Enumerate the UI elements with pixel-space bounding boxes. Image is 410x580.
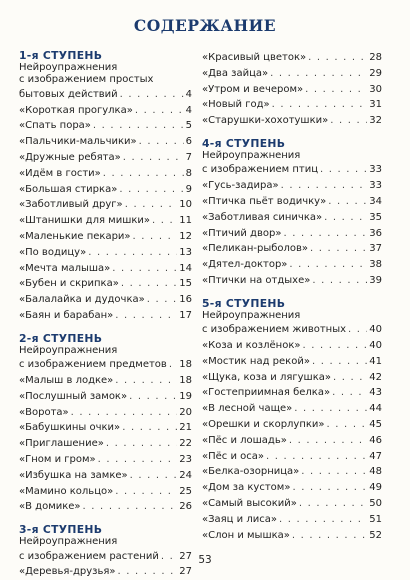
entry-page-number: 8: [185, 167, 192, 179]
dot-leader: [103, 166, 184, 182]
entry-page-number: 41: [369, 355, 382, 367]
dot-leader: [98, 452, 178, 468]
toc-entry[interactable]: [19, 197, 192, 213]
entry-title: «Новый год»: [202, 99, 270, 111]
entry-title: «Гостеприимная белка»: [202, 387, 331, 399]
section-subtitle-line: [19, 357, 192, 373]
entry-page-number: 18: [179, 374, 192, 386]
dot-leader: [266, 449, 367, 465]
dot-leader: [112, 261, 177, 277]
entry-title: «Бабушкины очки»: [19, 422, 121, 434]
dot-leader: [281, 178, 368, 194]
entry-title: «Красивый цветок»: [202, 52, 307, 63]
entry-title: «Гусь-задира»: [202, 180, 279, 192]
entry-title: «В лесной чаще»: [202, 403, 293, 415]
section-page-number: 4: [185, 88, 192, 100]
entry-title: «Птичка пьёт водичку»: [202, 195, 327, 207]
toc-entry[interactable]: [19, 134, 192, 150]
toc-entry[interactable]: [202, 241, 382, 257]
dot-leader: [289, 433, 367, 449]
entry-title: «Штанишки для мишки»: [19, 215, 151, 227]
entry-page-number: 13: [179, 246, 192, 258]
entry-title: «В домике»: [19, 501, 81, 513]
step-title: 2-я СТУПЕНЬ: [19, 331, 103, 345]
section-page-number: 27: [179, 550, 192, 562]
section-subtitle-text: бытовых действий: [19, 88, 118, 100]
entry-page-number: 15: [179, 278, 192, 290]
dot-leader: [327, 417, 368, 433]
entry-title: «Пёс и лошадь»: [202, 434, 287, 446]
toc-entry[interactable]: [202, 496, 382, 512]
toc-entry[interactable]: [19, 452, 192, 468]
toc-entry[interactable]: [202, 178, 382, 194]
entry-title: «Маленькие пекари»: [19, 230, 131, 242]
dot-leader: [292, 528, 367, 544]
toc-entry[interactable]: [19, 166, 192, 182]
section-subtitle-text: с изображением растений: [19, 550, 159, 562]
dot-leader: [301, 464, 367, 480]
toc-entry[interactable]: [19, 436, 192, 452]
entry-title: «Малыш в лодке»: [19, 374, 114, 386]
toc-entry[interactable]: [19, 118, 192, 134]
entry-title: «Деревья-друзья»: [19, 566, 116, 578]
entry-title: «Два зайца»: [202, 67, 269, 79]
entry-page-number: 51: [369, 513, 382, 525]
entry-page-number: 31: [369, 99, 382, 111]
entry-title: «Идём в гости»: [19, 167, 101, 179]
entry-title: «Дружные ребята»: [19, 152, 121, 163]
toc-entry[interactable]: [202, 370, 382, 386]
toc-section: [19, 524, 192, 580]
page-title: СОДЕРЖАНИЕ: [133, 16, 277, 35]
entry-page-number: 32: [369, 115, 382, 127]
entry-title: «Птичий двор»: [202, 227, 282, 239]
dot-leader: [305, 82, 367, 98]
dot-leader: [83, 499, 178, 515]
dot-leader: [333, 370, 367, 386]
toc-entry[interactable]: [202, 417, 382, 433]
entry-title: «Коза и козлёнок»: [202, 339, 301, 351]
entry-page-number: 42: [369, 371, 382, 383]
dot-leader: [129, 389, 177, 405]
toc-entry[interactable]: [202, 97, 382, 113]
entry-title: «Утром и вечером»: [202, 83, 304, 95]
toc-entry[interactable]: [202, 338, 382, 354]
toc-entry[interactable]: [19, 150, 192, 166]
entry-title: «Приглашение»: [19, 438, 104, 450]
dot-leader: [133, 229, 178, 245]
section-subtitle-line: Нейроупражнения: [202, 149, 301, 161]
dot-leader: [120, 87, 184, 103]
section-subtitle-line: с изображением простых: [19, 74, 154, 86]
entry-page-number: 11: [179, 215, 192, 227]
dot-leader: [115, 484, 177, 500]
toc-entry[interactable]: [202, 528, 382, 544]
toc-entry[interactable]: [19, 484, 192, 500]
step-title: 5-я СТУПЕНЬ: [202, 296, 286, 310]
toc-entry[interactable]: [202, 66, 382, 82]
entry-title: «Короткая прогулка»: [19, 104, 133, 116]
toc-entry[interactable]: [19, 182, 192, 198]
dot-leader: [279, 512, 367, 528]
dot-leader: [122, 420, 177, 436]
entry-page-number: 39: [369, 274, 382, 286]
toc-entry[interactable]: [202, 273, 382, 289]
step-title: 3-я СТУПЕНЬ: [19, 523, 103, 537]
entry-title: «Старушки-хохотушки»: [202, 115, 329, 127]
entry-title: «Слон и мышка»: [202, 529, 290, 541]
toc-entry[interactable]: [19, 245, 192, 261]
toc-entry[interactable]: [19, 213, 192, 229]
dot-leader: [294, 401, 367, 417]
entry-page-number: 6: [185, 136, 192, 148]
dot-leader: [71, 405, 178, 421]
toc-entry[interactable]: [202, 210, 382, 226]
entry-page-number: 34: [369, 195, 382, 207]
toc-entry[interactable]: [202, 354, 382, 370]
entry-page-number: 22: [179, 438, 192, 450]
entry-page-number: 27: [179, 566, 192, 578]
entry-title: «Мамино кольцо»: [19, 485, 114, 497]
toc-entry[interactable]: [202, 464, 382, 480]
toc-entry[interactable]: [202, 401, 382, 417]
toc-entry[interactable]: [19, 499, 192, 515]
step-title: 4-я СТУПЕНЬ: [202, 136, 286, 150]
entry-page-number: 36: [369, 227, 382, 239]
section-page-number: 33: [369, 164, 382, 176]
section-subtitle-text: с изображением птиц: [202, 164, 318, 176]
entry-page-number: 12: [179, 230, 192, 242]
dot-leader: [152, 213, 177, 229]
dot-leader: [125, 197, 178, 213]
section-subtitle-line: Нейроупражнения: [19, 344, 118, 356]
section-subtitle-line: Нейроупражнения: [19, 536, 118, 548]
entry-page-number: 14: [179, 262, 192, 274]
section-subtitle-line: Нейроупражнения: [19, 62, 118, 73]
entry-page-number: 23: [179, 453, 192, 465]
toc-entry[interactable]: [19, 276, 192, 292]
toc-entry[interactable]: [19, 468, 192, 484]
toc-section: [19, 50, 192, 324]
entry-page-number: 33: [369, 180, 382, 192]
toc-entry[interactable]: [202, 385, 382, 401]
entry-page-number: 21: [179, 422, 192, 434]
dot-leader: [139, 134, 184, 150]
dot-leader: [312, 354, 367, 370]
entry-page-number: 25: [179, 485, 192, 497]
entry-title: «Заботливый друг»: [19, 199, 123, 211]
dot-leader: [308, 50, 367, 66]
page-number: 53: [198, 554, 212, 566]
toc-entry[interactable]: [202, 194, 382, 210]
dot-leader: [106, 436, 177, 452]
toc-right-column: [202, 50, 382, 543]
entry-page-number: 26: [179, 501, 192, 513]
dot-leader: [93, 118, 184, 134]
toc-entry[interactable]: [202, 82, 382, 98]
entry-page-number: 43: [369, 387, 382, 399]
entry-page-number: 47: [369, 450, 382, 462]
entry-page-number: 30: [369, 83, 382, 95]
entry-page-number: 35: [369, 211, 382, 223]
entry-title: «Самый высокий»: [202, 497, 297, 509]
entry-page-number: 17: [179, 309, 192, 321]
toc-left-column: [19, 50, 192, 580]
entry-page-number: 19: [179, 390, 192, 402]
entry-title: «Заяц и лиса»: [202, 513, 277, 525]
step-title: 1-я СТУПЕНЬ: [19, 49, 103, 62]
toc-entry[interactable]: [19, 308, 192, 324]
dot-leader: [119, 182, 183, 198]
dot-leader: [328, 194, 367, 210]
section-page-number: 40: [369, 324, 382, 336]
entry-page-number: 9: [185, 183, 192, 195]
entry-title: «Большая стирка»: [19, 183, 118, 195]
dot-leader: [283, 226, 367, 242]
dot-leader: [123, 150, 184, 166]
entry-page-number: 20: [179, 406, 192, 418]
dot-leader: [147, 292, 178, 308]
entry-page-number: 52: [369, 529, 382, 541]
entry-page-number: 50: [369, 497, 382, 509]
dot-leader: [270, 66, 367, 82]
entry-page-number: 16: [179, 294, 192, 306]
entry-title: «Пальчики-мальчики»: [19, 136, 137, 148]
entry-title: «Дятел-доктор»: [202, 259, 288, 271]
entry-title: «Птички на отдыхе»: [202, 274, 311, 286]
entry-title: «Гном и гром»: [19, 453, 96, 465]
toc-entry[interactable]: [202, 480, 382, 496]
entry-title: «Щука, коза и лягушка»: [202, 371, 331, 383]
dot-leader: [118, 564, 178, 580]
entry-page-number: 38: [369, 259, 382, 271]
toc-entry[interactable]: [19, 229, 192, 245]
entry-title: «Спать пора»: [19, 120, 91, 132]
dot-leader: [88, 245, 177, 261]
entry-title: «Баян и барабан»: [19, 309, 114, 321]
entry-title: «По водицу»: [19, 246, 87, 258]
toc-entry[interactable]: [202, 433, 382, 449]
dot-leader: [320, 162, 367, 178]
toc-section: [202, 138, 382, 289]
entry-page-number: 24: [179, 469, 192, 481]
entry-page-number: 40: [369, 339, 382, 351]
dot-leader: [115, 373, 177, 389]
entry-page-number: 45: [369, 418, 382, 430]
toc-entry[interactable]: [19, 405, 192, 421]
entry-page-number: 46: [369, 434, 382, 446]
entry-page-number: 44: [369, 403, 382, 415]
dot-leader: [169, 357, 177, 373]
toc-section: [202, 298, 382, 544]
entry-page-number: 37: [369, 243, 382, 255]
dot-leader: [115, 308, 177, 324]
dot-leader: [292, 480, 367, 496]
entry-page-number: 10: [179, 199, 192, 211]
entry-title: «Избушка на замке»: [19, 469, 128, 481]
toc-entry[interactable]: [202, 113, 382, 129]
dot-leader: [310, 241, 367, 257]
toc-section: [19, 333, 192, 515]
entry-page-number: 48: [369, 466, 382, 478]
dot-leader: [121, 276, 177, 292]
dot-leader: [348, 322, 367, 338]
section-subtitle-line: [19, 87, 192, 103]
entry-title: «Заботливая синичка»: [202, 211, 323, 223]
entry-title: «Мостик над рекой»: [202, 355, 310, 367]
toc-entry[interactable]: [19, 261, 192, 277]
entry-title: «Бубен и скрипка»: [19, 278, 119, 290]
entry-page-number: 28: [369, 52, 382, 63]
section-subtitle-text: с изображением предметов: [19, 359, 167, 371]
entry-title: «Орешки и скорлупки»: [202, 418, 325, 430]
toc-entry[interactable]: [202, 50, 382, 66]
toc-entry[interactable]: [19, 564, 192, 580]
entry-title: «Белка-озорница»: [202, 466, 300, 478]
entry-title: «Пёс и оса»: [202, 450, 265, 462]
dot-leader: [272, 97, 368, 113]
dot-leader: [289, 257, 367, 273]
entry-title: «Мечта малыша»: [19, 262, 111, 274]
section-subtitle-line: Нейроупражнения: [202, 309, 301, 321]
dot-leader: [332, 385, 367, 401]
entry-title: «Балалайка и дудочка»: [19, 294, 145, 306]
dot-leader: [135, 103, 184, 119]
section-subtitle-line: [202, 322, 382, 338]
toc-entry[interactable]: [202, 226, 382, 242]
dot-leader: [130, 468, 178, 484]
dot-leader: [312, 273, 367, 289]
dot-leader: [302, 338, 367, 354]
toc-entry[interactable]: [202, 449, 382, 465]
dot-leader: [330, 113, 367, 129]
dot-leader: [324, 210, 367, 226]
toc-entry[interactable]: [19, 420, 192, 436]
entry-page-number: 4: [185, 104, 192, 116]
entry-title: «Пеликан-рыболов»: [202, 243, 309, 255]
section-subtitle-line: [202, 162, 382, 178]
toc-entry[interactable]: [19, 389, 192, 405]
toc-entry[interactable]: [202, 257, 382, 273]
entry-page-number: 5: [185, 120, 192, 132]
entry-title: «Послушный замок»: [19, 390, 128, 402]
entry-title: «Ворота»: [19, 406, 69, 418]
entry-page-number: 29: [369, 67, 382, 79]
entry-page-number: 49: [369, 482, 382, 494]
section-page-number: 18: [179, 359, 192, 371]
toc-entry[interactable]: [19, 373, 192, 389]
entry-title: «Дом за кустом»: [202, 482, 291, 494]
toc-entry[interactable]: [19, 292, 192, 308]
dot-leader: [299, 496, 367, 512]
entry-page-number: 7: [185, 152, 192, 163]
section-subtitle-text: с изображением животных: [202, 324, 347, 336]
toc-entry[interactable]: [19, 103, 192, 119]
toc-entry[interactable]: [202, 512, 382, 528]
